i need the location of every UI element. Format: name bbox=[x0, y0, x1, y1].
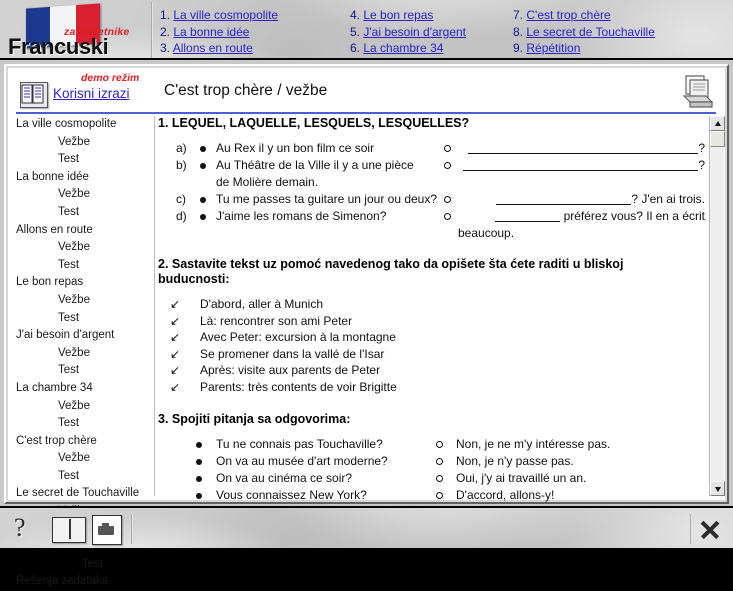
exercise-2-item-text: Parents: très contents de voir Brigitte bbox=[200, 379, 397, 394]
sidebar-item-label: Test bbox=[58, 469, 80, 482]
open-book-icon[interactable] bbox=[20, 82, 48, 108]
sidebar-item[interactable] bbox=[12, 239, 152, 257]
lesson-nav-row bbox=[160, 7, 278, 24]
lesson-link-2[interactable]: La bonne idée bbox=[173, 24, 250, 39]
brand-name: Francuski bbox=[8, 34, 109, 59]
sidebar-item[interactable] bbox=[12, 169, 152, 187]
exercise-2-item bbox=[158, 347, 707, 364]
scroll-up-button[interactable] bbox=[710, 116, 725, 131]
answer-a[interactable]: ? bbox=[468, 141, 705, 155]
answer-bullet-icon[interactable] bbox=[436, 458, 443, 465]
sidebar-item-label: Vežbe bbox=[58, 399, 90, 412]
exercise-2-item-text: Se promener dans la vallé de l'Isar bbox=[200, 346, 385, 361]
sidebar-item-label: C'est trop chère bbox=[16, 434, 97, 447]
sidebar-item-label: Test bbox=[58, 311, 80, 324]
filled-bullet-icon bbox=[200, 214, 206, 220]
filled-bullet-icon bbox=[196, 442, 202, 448]
content-vertical-scrollbar[interactable] bbox=[709, 116, 724, 496]
sidebar-item-label: La bonne idée bbox=[16, 170, 89, 183]
item-label-a: a) bbox=[176, 141, 187, 155]
exercise-3-title: 3. Spojiti pitanja sa odgovorima: bbox=[158, 412, 351, 426]
sidebar-item[interactable] bbox=[12, 327, 152, 345]
exercise-3-question[interactable]: On va au cinéma ce soir? bbox=[216, 471, 353, 485]
exercise-2-item bbox=[158, 314, 707, 331]
exercise-2-item-text: D'abord, aller à Munich bbox=[200, 297, 324, 311]
exercise-1-row bbox=[158, 158, 707, 175]
filled-bullet-icon bbox=[196, 476, 202, 482]
prompt-d: J'aime les romans de Simenon? bbox=[216, 209, 387, 223]
arrow-down-left-bullet-icon: ↙ bbox=[170, 297, 181, 311]
chevron-down-icon bbox=[715, 487, 721, 492]
title-separator-line bbox=[16, 112, 716, 114]
prompt-a: Au Rex il y un bon film ce soir bbox=[216, 141, 375, 155]
sidebar-item[interactable] bbox=[12, 204, 152, 222]
exercise-1-row-cont bbox=[158, 226, 707, 243]
exercise-2-item-text: Après: visite aux parents de Peter bbox=[200, 363, 381, 377]
exercise-3-answer[interactable]: Oui, j'y ai travaillé un an. bbox=[456, 471, 587, 485]
lesson-number: 4. bbox=[350, 8, 361, 22]
lesson-nav-row bbox=[160, 24, 278, 41]
item-label-d: d) bbox=[176, 209, 187, 223]
exercise-3-row bbox=[158, 437, 707, 454]
answer-blank[interactable] bbox=[495, 210, 560, 222]
lesson-nav-row bbox=[513, 7, 655, 24]
exercise-2-item bbox=[158, 330, 707, 347]
sidebar-item[interactable] bbox=[12, 186, 152, 204]
camera-glyph bbox=[98, 526, 114, 535]
sidebar-item[interactable] bbox=[12, 433, 152, 451]
answer-bullet-icon[interactable] bbox=[436, 492, 443, 499]
main-window-frame bbox=[4, 64, 729, 588]
answer-blank[interactable] bbox=[468, 142, 698, 154]
lesson-nav-row bbox=[513, 40, 655, 57]
main-window-inner bbox=[8, 68, 725, 588]
sidebar-item[interactable] bbox=[12, 450, 152, 468]
lesson-nav-column-3 bbox=[513, 7, 655, 57]
lesson-number: 9. bbox=[513, 41, 524, 55]
useful-expressions-link[interactable]: Korisni izrazi bbox=[53, 86, 130, 101]
exercise-2-item-text: Avec Peter: excursion à la montagne bbox=[200, 330, 396, 344]
exercise-2-item bbox=[158, 297, 707, 314]
exercise-3-answer[interactable]: D'accord, allons-y! bbox=[456, 488, 555, 502]
sidebar-item[interactable] bbox=[12, 556, 152, 574]
sidebar-item-label: Rešenja zadataka bbox=[16, 575, 109, 588]
scrollbar-thumb[interactable] bbox=[710, 131, 725, 147]
footer-separator-right bbox=[690, 514, 692, 544]
lesson-number: 3. bbox=[160, 41, 171, 55]
answer-blank[interactable] bbox=[496, 193, 631, 205]
lesson-sidebar bbox=[12, 116, 152, 588]
answer-bullet-icon[interactable] bbox=[444, 196, 451, 203]
exercise-1-title: 1. LEQUEL, LAQUELLE, LESQUELS, LESQUELLES? bbox=[158, 116, 470, 130]
lesson-link-7[interactable]: C'est trop chère bbox=[526, 8, 611, 22]
lesson-nav-row bbox=[160, 40, 278, 57]
sidebar-item-label: Test bbox=[58, 417, 80, 430]
sidebar-item[interactable] bbox=[12, 151, 152, 169]
sidebar-item-label: Test bbox=[58, 205, 80, 218]
sidebar-item-label: Le secret de Touchaville bbox=[16, 487, 140, 500]
lesson-number: 1. bbox=[160, 8, 171, 22]
sidebar-item[interactable] bbox=[12, 415, 152, 433]
page-title: C'est trop chère / vežbe bbox=[164, 82, 328, 99]
lesson-nav-column-1 bbox=[160, 7, 278, 57]
answer-d-line2: beaucoup. bbox=[458, 226, 515, 240]
sidebar-item-label: Test bbox=[58, 153, 80, 166]
answer-bullet-icon[interactable] bbox=[444, 213, 451, 220]
lesson-link-6[interactable]: La chambre 34 bbox=[363, 41, 444, 55]
brand-logo bbox=[6, 4, 151, 59]
prompt-b-line2: de Molière demain. bbox=[216, 175, 319, 189]
prompt-b: Au Théâtre de la Ville il y a une pièce bbox=[216, 158, 414, 172]
exercise-3-row bbox=[158, 471, 707, 488]
exercise-3-question[interactable]: Vous connaissez New York? bbox=[216, 488, 367, 502]
answer-b[interactable]: ? bbox=[463, 158, 705, 172]
lesson-nav-row bbox=[350, 7, 466, 24]
answer-bullet-icon[interactable] bbox=[436, 475, 443, 482]
close-x-icon[interactable] bbox=[699, 519, 721, 541]
exercise-content-pane bbox=[158, 116, 707, 502]
filled-bullet-icon bbox=[200, 197, 206, 203]
footer-separator bbox=[131, 514, 133, 544]
sidebar-item[interactable] bbox=[12, 485, 152, 503]
answer-bullet-icon[interactable] bbox=[444, 145, 451, 152]
lesson-link-4[interactable]: Le bon repas bbox=[363, 8, 434, 22]
scroll-down-button[interactable] bbox=[710, 481, 725, 496]
arrow-down-left-bullet-icon: ↙ bbox=[170, 363, 181, 377]
lesson-link-8[interactable]: Le secret de Touchaville bbox=[526, 24, 655, 39]
lesson-nav-column-2 bbox=[350, 7, 466, 57]
brand-tagline: za početnike bbox=[64, 26, 130, 38]
answer-bullet-icon[interactable] bbox=[436, 441, 443, 448]
exercise-3-answer[interactable]: Non, je ne m'y intéresse pas. bbox=[456, 437, 611, 451]
answer-bullet-icon[interactable] bbox=[444, 162, 451, 169]
lesson-number: 5. bbox=[350, 24, 361, 39]
sidebar-item[interactable] bbox=[12, 116, 152, 134]
filled-bullet-icon bbox=[200, 146, 206, 152]
arrow-down-left-bullet-icon: ↙ bbox=[170, 346, 181, 361]
sidebar-item[interactable] bbox=[12, 257, 152, 275]
sidebar-item[interactable] bbox=[12, 310, 152, 328]
lesson-link-1[interactable]: La ville cosmopolite bbox=[173, 8, 279, 22]
chevron-up-icon bbox=[715, 121, 721, 126]
sidebar-item-label: Allons en route bbox=[16, 223, 93, 236]
exercise-1 bbox=[158, 116, 707, 243]
sidebar-item[interactable] bbox=[12, 362, 152, 380]
sidebar-item[interactable] bbox=[12, 468, 152, 486]
arrow-down-left-bullet-icon: ↙ bbox=[170, 313, 181, 328]
exercise-3-answer[interactable]: Non, je n'y passe pas. bbox=[456, 454, 574, 468]
exercise-3-row bbox=[158, 454, 707, 471]
filled-bullet-icon bbox=[196, 459, 202, 465]
lesson-nav bbox=[160, 7, 726, 57]
lesson-nav-row bbox=[350, 24, 466, 41]
answer-blank[interactable] bbox=[463, 159, 698, 171]
sidebar-item-label: La ville cosmopolite bbox=[16, 118, 117, 130]
sidebar-item-label: Vežbe bbox=[58, 293, 90, 306]
exercise-2-item bbox=[158, 380, 707, 397]
item-label-c: c) bbox=[176, 192, 186, 206]
item-label-b: b) bbox=[176, 158, 187, 172]
sidebar-item-label: Vežbe bbox=[58, 135, 90, 148]
exercise-1-row-cont bbox=[158, 175, 707, 192]
sidebar-item[interactable] bbox=[12, 345, 152, 363]
exercise-1-row bbox=[158, 209, 707, 226]
open-book-dictionary-icon[interactable] bbox=[52, 517, 86, 543]
exercise-2 bbox=[158, 257, 707, 396]
sidebar-item-label: Test bbox=[58, 364, 80, 377]
sidebar-item-label: Test bbox=[82, 557, 104, 570]
prompt-c: Tu me passes ta guitare un jour ou deux? bbox=[216, 192, 438, 206]
footer-toolbar bbox=[0, 506, 733, 550]
exercise-3-row bbox=[158, 488, 707, 505]
sidebar-item-label: Vežbe bbox=[58, 188, 90, 201]
top-header-bar bbox=[0, 0, 733, 60]
title-strip bbox=[8, 68, 725, 113]
exercise-3-question[interactable]: On va au musée d'art moderne? bbox=[216, 454, 388, 468]
sidebar-item[interactable] bbox=[12, 222, 152, 240]
lesson-number: 6. bbox=[350, 41, 361, 55]
filled-bullet-icon bbox=[196, 493, 202, 499]
exercise-2-item bbox=[158, 363, 707, 380]
sidebar-item[interactable] bbox=[12, 274, 152, 292]
lesson-number: 2. bbox=[160, 24, 171, 39]
sidebar-item[interactable] bbox=[12, 398, 152, 416]
document-recorder-icon[interactable] bbox=[92, 515, 122, 545]
lesson-number: 7. bbox=[513, 8, 524, 22]
exercise-2-item-text: Là: rencontrer son ami Peter bbox=[200, 313, 353, 328]
exercise-3-question[interactable]: Tu ne connais pas Touchaville? bbox=[216, 437, 383, 451]
print-documents-icon[interactable] bbox=[676, 74, 716, 112]
question-mark-help-icon[interactable]: ? bbox=[14, 513, 26, 542]
sidebar-item-label: La chambre 34 bbox=[16, 381, 93, 394]
answer-d[interactable]: préférez vous? Il en a écrit bbox=[495, 209, 705, 223]
exercise-2-title: 2. Sastavite tekst uz pomoć navedenog tako da opišete šta ćete raditi u bliskoj buducnosti: bbox=[158, 257, 624, 286]
sidebar-item[interactable] bbox=[12, 134, 152, 152]
logo-separator bbox=[151, 2, 153, 58]
sidebar-item-label: Le bon repas bbox=[16, 276, 84, 289]
sidebar-divider bbox=[154, 116, 155, 496]
answer-c[interactable]: ? J'en ai trois. bbox=[496, 192, 705, 206]
lesson-link-9[interactable]: Répétition bbox=[526, 41, 581, 55]
sidebar-item-label: Test bbox=[58, 258, 80, 271]
arrow-down-left-bullet-icon: ↙ bbox=[170, 330, 181, 344]
lesson-link-3[interactable]: Allons en route bbox=[172, 41, 253, 55]
lesson-number: 8. bbox=[513, 24, 524, 39]
exercise-2-list bbox=[158, 297, 707, 396]
arrow-down-left-bullet-icon: ↙ bbox=[170, 379, 181, 394]
lesson-nav-row bbox=[513, 24, 655, 41]
sidebar-item-label: J'ai besoin d'argent bbox=[16, 329, 115, 342]
sidebar-item-label: Vežbe bbox=[58, 346, 90, 359]
exercise-1-row bbox=[158, 192, 707, 209]
sidebar-item[interactable] bbox=[12, 292, 152, 310]
filled-bullet-icon bbox=[200, 163, 206, 169]
sidebar-item[interactable] bbox=[12, 573, 152, 591]
lesson-link-5[interactable]: J'ai besoin d'argent bbox=[363, 24, 467, 39]
sidebar-item-label: Vežbe bbox=[58, 241, 90, 254]
sidebar-item-label: Vežbe bbox=[58, 452, 90, 465]
lesson-nav-row bbox=[350, 40, 466, 57]
exercise-1-row bbox=[158, 141, 707, 158]
sidebar-item[interactable] bbox=[12, 380, 152, 398]
demo-mode-label: demo režim bbox=[81, 72, 140, 84]
